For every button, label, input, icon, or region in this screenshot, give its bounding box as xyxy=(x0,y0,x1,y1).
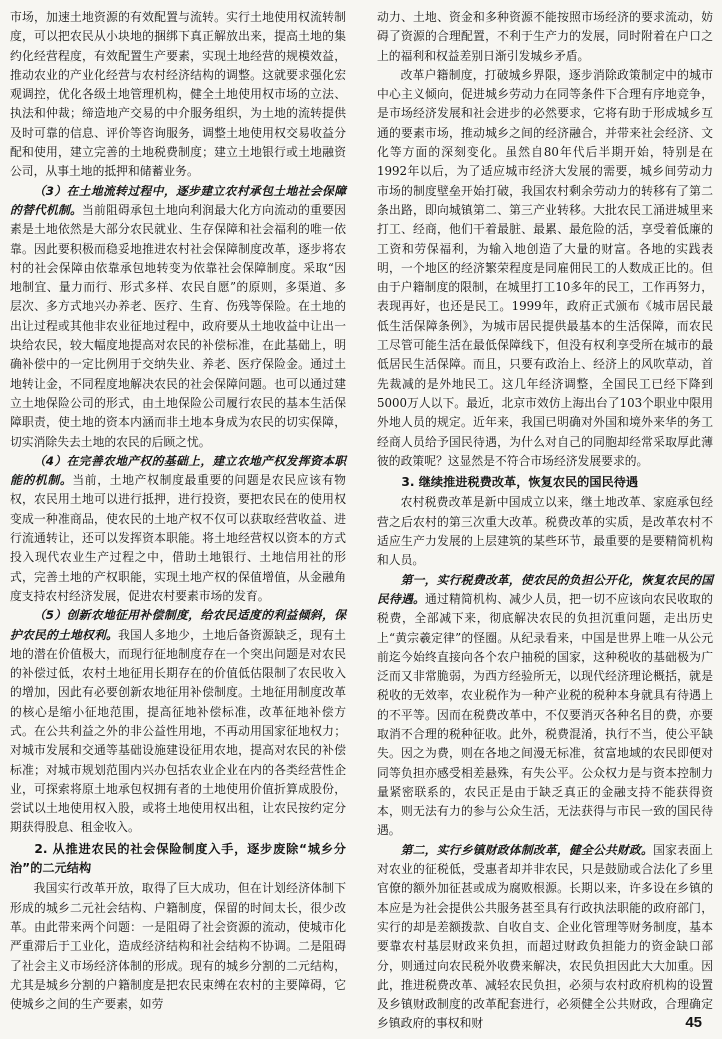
paragraph: 改革户籍制度，打破城乡界限，逐步消除政策制定中的城市中心主义倾向，促进城乡劳动力在同等条件下合理有序地竞争，是市场经济发展和社会进步的必然要求，它将有助于形成城乡互通的要素市场，推动城乡之间的经济融合，并带来社会经济、文化等方面的深刻变化。虽然自80年代后半期开始，特别是在1992年以后，为了适应城市经济大发展的需要，城乡间劳动力市场的制度壁垒开始打破，我国农村剩余劳动力的转移有了第二条出路，即向城镇第二、第三产业转移。大批农民工涌进城里来打工、经商，他们干着最脏、最累、最危险的活，享受着低廉的工资和劳保福利，为输入地创造了大量的财富。各地的实践表明，一个地区的经济繁荣程度是同雇佣民工的人数成正比的。但由于户籍制度的限制，在城里打工10多年的民工，工作再努力，表现再好，也还是民工。1999年，政府正式颁布《城市居民最低生活保障条例》，为城市居民提供最基本的生活保障，而农民工尽管可能生活在最低保障线下，但没有权利享受所在城市的最低居民生活保障。而且，只要有政治上、经济上的风吹草动，首先裁减的是外地民工。这几年经济调整，全国民工已经下降到5000万人以下。最近，北京市效仿上海出台了103个职业中限用外地人员的规定。近年来，我国已明确对外国和境外来华的务工经商人员给予国民待遇，为什么对自己的同胞却经常采取厚此薄彼的政策呢？这显然是不符合市场经济发展要求的。 xyxy=(377,67,713,468)
right-column xyxy=(377,8,713,1034)
paragraph-lead: 第二，实行乡镇财政体制改革，健全公共财政。 xyxy=(400,842,654,857)
page-number: 45 xyxy=(685,1014,702,1031)
paragraph-body: 当前阻碍承包土地向利润最大化方向流动的重要因素是土地依然是大部分农民就业、生存保障和社会福利的唯一依靠。因此要积极而稳妥地推进农村社会保障制度改革，逐步将农村的社会保障由依靠承包地转变为依靠社会保障制度。采取“因地制宜、量力而行、形式多样、农民自愿”的原则，多渠道、多层次、多方式地兴办养老、医疗、生育、伤残等保险。在土地的出让过程或其他非农业征地过程中，政府要从土地收益中让出一块给农民，较大幅度地提高对农民的补偿标准，在此基础上，明确补偿中的一定比例用于交纳失业、养老、医疗保险金。通过土地转让金，不同程度地解决农民的社会保障问题。也可以通过建立土地保险公司的形式，由土地保险公司履行农民的基本生活保障职责，使土地的资本内涵而非土地本身成为农民的切实保障，切实消除失去土地的农民的后顾之忧。 xyxy=(10,202,346,449)
paragraph: 我国实行改革开放，取得了巨大成功，但在计划经济体制下形成的城乡二元社会结构、户籍制度，保留的时间太长，很少改革。由此带来两个问题：一是阻碍了社会资源的流动，使城市化严重滞后于工业化，造成经济结构和社会结构不协调。二是阻碍了社会主义市场经济体制的形成。现有的城乡分割的二元结构，尤其是城乡分割的户籍制度是把农民束缚在农村的主要障碍，它使城乡之间的生产要素，如劳 xyxy=(10,881,346,1012)
left-column xyxy=(10,8,346,1014)
paragraph xyxy=(377,571,713,841)
paragraph xyxy=(10,182,346,452)
section-heading: 3. 继续推进税费改革，恢复农民的国民待遇 xyxy=(401,475,639,490)
paragraph xyxy=(10,606,346,838)
paragraph: 动力、土地、资金和多种资源不能按照市场经济的要求流动，妨碍了资源的合理配置，不利于生产力的发展，同时附着在户口之上的福利和权益差别日渐引发城乡矛盾。 xyxy=(377,10,713,63)
paragraph-body: 当前，土地产权制度最重要的问题是农民应该有物权，农民用土地可以进行抵押，进行投资，要把农民在的使用权变成一种准商品，使农民的土地产权不仅可以获取经营收益、进行流通转让，还可以发挥资本职能。将土地经营权以资本的方式投入现代农业生产过程之中，借助土地银行、土地信用社的形式，完善土地的产权职能，实现土地产权的保值增值，从金融角度支持农村经济发展，促进农村要素市场的发育。 xyxy=(10,473,346,603)
section-heading: 2. 从推进农民的社会保险制度入手，逐步废除“城乡分治”的二元结构 xyxy=(10,841,346,876)
paragraph-body: 国家表面上对农业的征税低，受惠者却并非农民，只是鼓励或合法化了乡里官僚的额外加征甚或成为腐败根源。长期以来，许多设在乡镇的本应是为社会提供公共服务甚至具有行政执法职能的政府部门，实行的却是差额拨款、自收自支、企业化管理等财务制度，基本要靠农村基层财政来负担，而超过财政负担能力的资金缺口部分，则通过向农民税外收费来解决，农民负担因此大大加重。因此，推进税费改革、减轻农民负担，必须与农村政府机构的设置及乡镇财政制度的改革配套进行，必须健全公共财政，合理确定乡镇政府的事权和财 xyxy=(377,842,713,1031)
paragraph-lead: （4）在完善农地产权的基础上，建立农地产权发挥资本职能的机制。 xyxy=(10,453,346,488)
paragraph: 农村税费改革是新中国成立以来，继土地改革、家庭承包经营之后农村的第三次重大改革。税费改革的实质，是改革农村不适应生产力发展的上层建筑的某些环节，最重要的是要精简机构和人员。 xyxy=(377,495,713,568)
paragraph xyxy=(10,452,346,606)
paragraph-lead: 第一，实行税费改革，使农民的负担公开化，恢复农民的国民待遇。 xyxy=(377,572,713,606)
paragraph-body: 通过精简机构、减少人员，把一切不应该向农民收取的税费，全部减下来，彻底解决农民的负担沉重问题，走出历史上“黄宗羲定律”的怪圈。从纪录看来，中国是世界上唯一从公元前迄今始终直接向各个农户抽税的国家，这种税收的基础极为广泛而又非常脆弱，为西方经验所无，以现代经济理论概括，就是税收的无效率，农业税作为一种产业税的税种本身就具有待遇上的不平等。因而在税费改革中，不仅要消灭各种名目的费，亦要取消不合理的税种征收。此外，税费混淆，执行不当，使公平缺失。因之为费，则在各地之间漫无标准，贫富地域的农民即便对同等负担亦感受相差悬殊，有失公平。公众权力是与资本控制力量紧密联系的，农民正是由于缺乏真正的金融支持不能获得资本，则无法有力的参与公众生活，无法获得与市民一致的国民待遇。 xyxy=(377,591,713,838)
paragraph xyxy=(377,841,713,1034)
paragraph-body: 我国人多地少，土地后备资源缺乏，现有土地的潜在价值极大，而现行征地制度存在一个突出问题是对农民的补偿过低，农村土地征用长期存在的价值低估限制了农民收入的增加，因此有必要创新农地征用补偿制度。土地征用制度改革的核心是缩小征地范围，提高征地补偿标准，改革征地补偿方式。在公共利益之外的非公益性用地，不再动用国家征地权力；对城市发展和交通等基础设施建设征用农地，提高对农民的补偿标准；对城市规划范围内兴办包括农业企业在内的各类经营性企业，可探索将原土地承包权拥有者的土地使用价值折算成股份，尝试以土地使用权入股，或将土地使用权出租，让农民按约定分期获得股息、租金收入。 xyxy=(10,627,346,835)
paragraph-lead: （3）在土地流转过程中，逐步建立农村承包土地社会保障的替代机制。 xyxy=(10,183,346,217)
paragraph-lead: （5）创新农地征用补偿制度，给农民适度的利益倾斜，保护农民的土地权利。 xyxy=(10,608,346,642)
paragraph: 市场，加速土地资源的有效配置与流转。实行土地使用权流转制度，可以把农民从小块地的捆绑下真正解放出来，提高土地的集约化经营程度，有效配置生产要素，实现土地经营的规模效益，推动农业的产业化经营与农村经济结构的调整。这就要求强化宏观调控，优化各级土地管理机构，健全土地使用权市场的立法、执法和仲裁；缔造地产交易的中介服务组织，为土地的流转提供及时可靠的信息、评价等咨询服务，调整土地使用权交易收益分配和使用，建立完善的土地税费制度；建立土地银行或土地融资公司，从事土地的抵押和储蓄业务。 xyxy=(10,10,346,179)
